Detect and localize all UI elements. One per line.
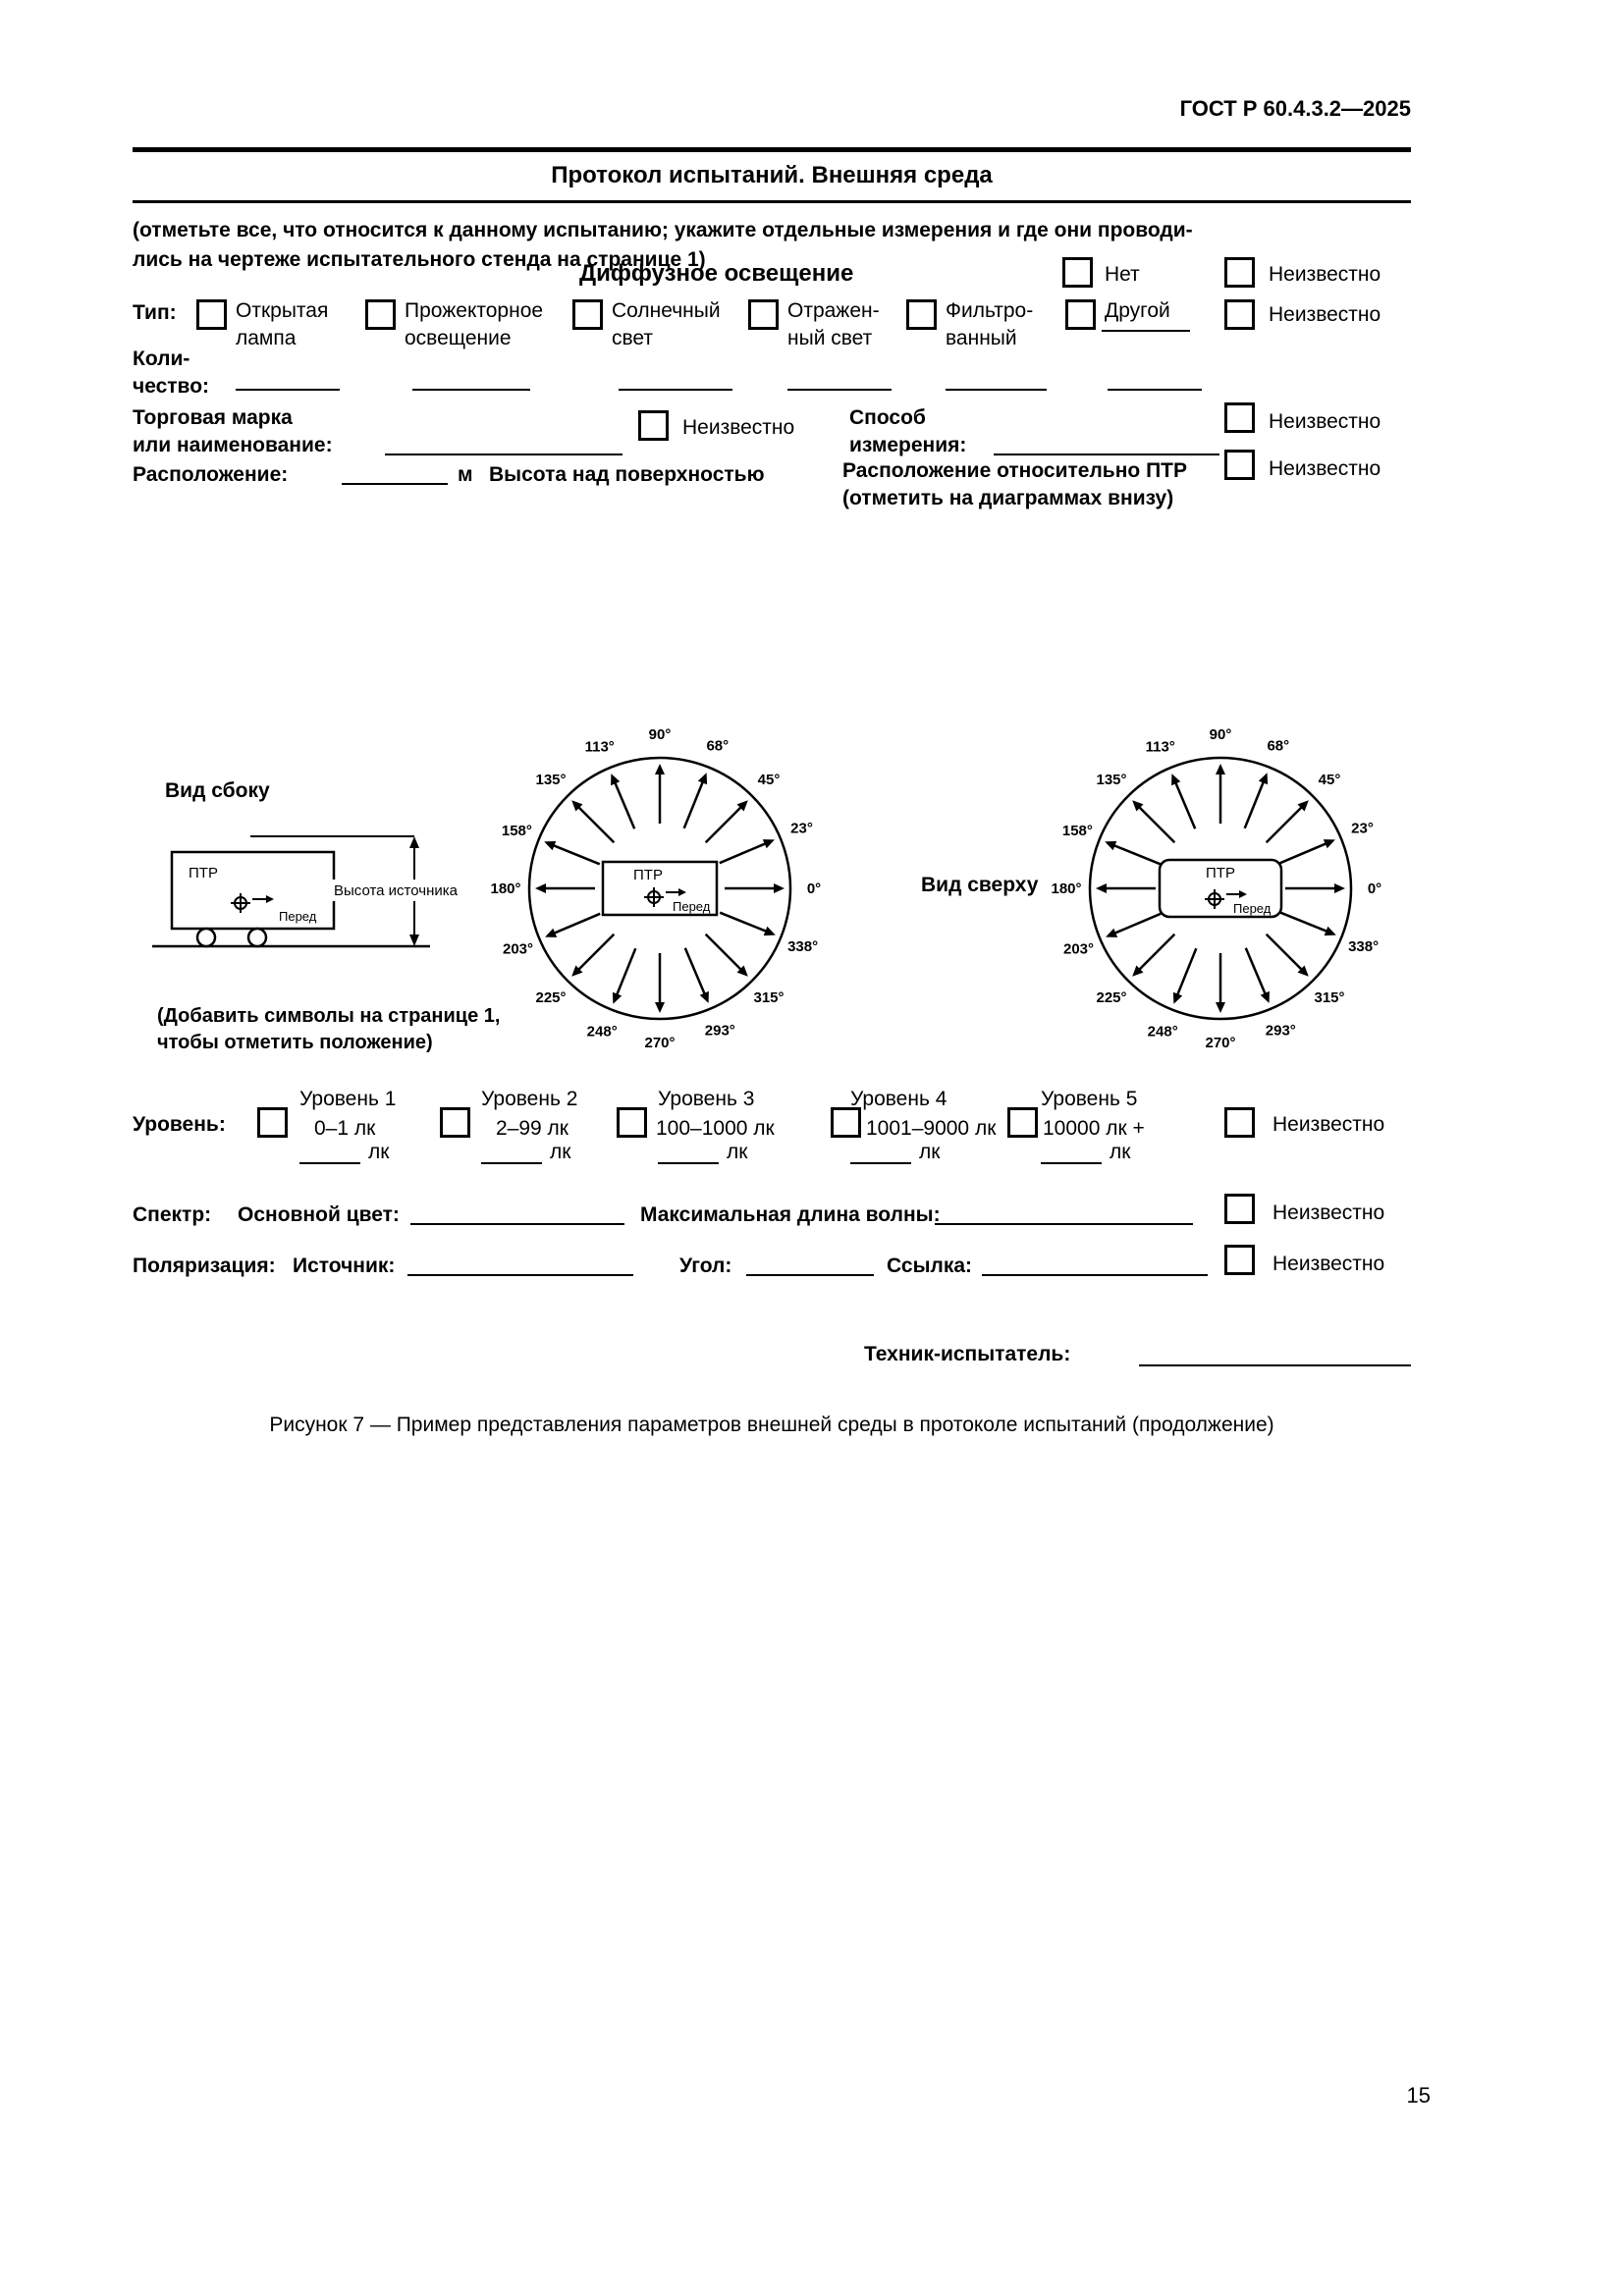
type-option-sunlight (612, 297, 721, 352)
diffuse-no-label: Нет (1105, 263, 1140, 286)
doc-number: ГОСТ Р 60.4.3.2—2025 (1179, 96, 1411, 121)
angle-label: 135° (535, 772, 567, 788)
option-line: освещение (405, 327, 512, 349)
instruction-line: (отметьте все, что относится к данному испытанию; укажите отдельные измерения и где они проводи- (133, 219, 1193, 241)
brand-label-line: Торговая марка (133, 406, 293, 429)
angle-label: 203° (1062, 940, 1095, 958)
option-line: Фильтро- (946, 299, 1034, 322)
angle-label: 248° (586, 1023, 618, 1041)
checkbox-type-other[interactable] (1065, 299, 1096, 330)
diagram-note-line: чтобы отметить положение) (157, 1032, 433, 1053)
angle-label: 90° (648, 726, 672, 743)
dial-arrow (554, 914, 600, 934)
angle-label: 225° (1096, 989, 1127, 1006)
location-unknown-label: Неизвестно (1269, 457, 1381, 480)
polarization-source-label: Источник: (293, 1255, 396, 1277)
robot-label: ПТР (189, 865, 218, 881)
spectrum-color-label: Основной цвет: (238, 1203, 400, 1226)
dial-arrowhead (655, 1002, 665, 1013)
checkbox-type-sunlight[interactable] (572, 299, 603, 330)
option-line: лампа (236, 327, 297, 349)
angle-label: 0° (806, 881, 822, 897)
level-4-unit: лк (919, 1141, 941, 1163)
angle-label: 68° (706, 737, 730, 755)
dial-arrow (1280, 913, 1326, 932)
dial-arrowhead (1096, 883, 1107, 893)
dial-arrow (1175, 782, 1195, 828)
level-unknown-label: Неизвестно (1272, 1113, 1385, 1136)
dial-arrow (1177, 948, 1196, 994)
dial-arrow (685, 948, 705, 994)
dial-arrow (684, 782, 703, 828)
orientation-diagram-side (473, 702, 846, 1075)
height-arrowhead-top (409, 836, 419, 848)
figure-caption: Рисунок 7 — Пример представления параметров внешней среды в протоколе испытаний (продолжение) (269, 1414, 1274, 1436)
level-2-measure (481, 1141, 570, 1164)
dial-arrow (1267, 807, 1302, 842)
dial-arrowhead (1216, 1002, 1225, 1013)
checkbox-location-unknown[interactable] (1224, 450, 1255, 480)
blank-brand-name[interactable] (385, 454, 623, 455)
polarization-unknown-label: Неизвестно (1272, 1253, 1385, 1275)
method-unknown-label: Неизвестно (1269, 410, 1381, 433)
checkbox-type-reflected[interactable] (748, 299, 779, 330)
location-relative-line: (отметить на диаграммах внизу) (842, 487, 1174, 509)
instruction-line: лись на чертеже испытательного стенда на странице 1) (133, 248, 706, 271)
blank-quantity-5[interactable] (946, 389, 1047, 391)
quantity-label-line: чество: (133, 375, 210, 398)
location-relative-line: Расположение относительно ПТР (842, 459, 1187, 482)
dial-arrow (554, 845, 600, 864)
blank-level-3[interactable] (658, 1143, 719, 1164)
blank-polarization-angle[interactable] (746, 1274, 874, 1276)
robot-marker (1160, 860, 1281, 917)
method-label (849, 404, 966, 459)
blank-level-2[interactable] (481, 1143, 542, 1164)
polarization-reference-label: Ссылка: (887, 1255, 973, 1277)
dial-arrow (617, 948, 635, 994)
dial-arrow (1267, 934, 1302, 970)
blank-location[interactable] (342, 483, 448, 485)
brand-label-line: или наименование: (133, 434, 333, 456)
dial-arrowhead (655, 764, 665, 774)
polarization-label: Поляризация: (133, 1255, 276, 1277)
angle-label: 45° (757, 772, 781, 788)
angle-label: 225° (535, 989, 567, 1006)
blank-quantity-2[interactable] (412, 389, 530, 391)
level-1-name: Уровень 1 (299, 1088, 397, 1110)
type-label: Тип: (133, 301, 177, 324)
quantity-label (133, 346, 209, 400)
dial-arrow (1114, 845, 1161, 864)
level-label: Уровень: (133, 1113, 226, 1136)
blank-level-1[interactable] (299, 1143, 360, 1164)
dial-arrow (615, 782, 634, 828)
dial-arrow (1139, 934, 1174, 970)
checkbox-diffuse-unknown[interactable] (1224, 257, 1255, 288)
level-4-name: Уровень 4 (850, 1088, 947, 1110)
checkbox-diffuse-no[interactable] (1062, 257, 1093, 288)
blank-technician[interactable] (1139, 1364, 1411, 1366)
blank-quantity-1[interactable] (236, 389, 340, 391)
option-line: ванный (946, 327, 1017, 349)
spectrum-wavelength-label: Максимальная длина волны: (640, 1203, 941, 1226)
angle-label: 113° (584, 738, 615, 756)
option-line: Открытая (236, 299, 329, 322)
level-2-name: Уровень 2 (481, 1088, 578, 1110)
angle-label: 293° (704, 1022, 735, 1040)
angle-label: 113° (1145, 738, 1175, 756)
level-5-measure (1041, 1141, 1130, 1164)
location-unit: м (458, 463, 473, 486)
front-label: Перед (1233, 901, 1272, 916)
blank-level-4[interactable] (850, 1143, 911, 1164)
spectrum-label: Спектр: (133, 1203, 212, 1226)
level-4-range: 1001–9000 лк (866, 1117, 997, 1140)
location-height-label: Высота над поверхностью (489, 463, 765, 486)
angle-label: 0° (1367, 881, 1382, 897)
type-option-reflected (787, 297, 880, 352)
dial-arrow (1246, 948, 1266, 994)
level-3-measure (658, 1141, 747, 1164)
checkbox-level-2[interactable] (440, 1107, 470, 1138)
front-label: Перед (673, 899, 711, 914)
spectrum-unknown-label: Неизвестно (1272, 1201, 1385, 1224)
dial-arrow (578, 934, 614, 970)
angle-label: 338° (787, 937, 819, 955)
side-view-diagram (137, 803, 511, 980)
level-1-measure (299, 1141, 389, 1164)
checkbox-level-1[interactable] (257, 1107, 288, 1138)
title-rule (133, 200, 1411, 203)
method-label-line: измерения: (849, 434, 967, 456)
angle-label: 338° (1348, 937, 1380, 955)
blank-spectrum-color[interactable] (410, 1223, 624, 1225)
location-label: Расположение: (133, 463, 289, 486)
level-5-name: Уровень 5 (1041, 1088, 1138, 1110)
checkbox-spectrum-unknown[interactable] (1224, 1194, 1255, 1224)
checkbox-brand-unknown[interactable] (638, 410, 669, 441)
blank-quantity-4[interactable] (787, 389, 892, 391)
dial-arrow (1139, 807, 1174, 842)
level-1-range: 0–1 лк (314, 1117, 376, 1140)
diagram-note-line: (Добавить символы на странице 1, (157, 1005, 501, 1027)
dial-arrow (1245, 782, 1264, 828)
angle-label: 315° (753, 989, 785, 1006)
method-label-line: Способ (849, 406, 926, 429)
technician-label: Техник-испытатель: (864, 1343, 1071, 1365)
checkbox-polarization-unknown[interactable] (1224, 1245, 1255, 1275)
angle-label: 293° (1265, 1022, 1296, 1040)
type-option-projector (405, 297, 543, 352)
angle-label: 180° (1051, 881, 1082, 897)
angle-label: 180° (490, 881, 521, 897)
blank-method[interactable] (994, 454, 1219, 455)
type-unknown-label: Неизвестно (1269, 303, 1381, 326)
dial-arrow (1280, 843, 1326, 863)
orientation-diagram-top (1034, 702, 1407, 1075)
level-5-range: 10000 лк + (1043, 1117, 1145, 1140)
level-2-range: 2–99 лк (496, 1117, 568, 1140)
blank-spectrum-wavelength[interactable] (935, 1223, 1193, 1225)
angle-label: 45° (1318, 772, 1341, 788)
checkbox-level-unknown[interactable] (1224, 1107, 1255, 1138)
option-line: свет (612, 327, 654, 349)
angle-label: 270° (644, 1035, 676, 1051)
angle-label: 23° (1351, 820, 1374, 837)
checkbox-type-open-lamp[interactable] (196, 299, 227, 330)
dial-arrow (706, 934, 741, 970)
polarization-angle-label: Угол: (679, 1255, 732, 1277)
level-4-measure (850, 1141, 940, 1164)
dial-arrow (706, 807, 741, 842)
diagram-note (157, 1003, 500, 1056)
front-label: Перед (279, 909, 317, 924)
angle-label: 23° (790, 820, 813, 837)
level-1-unit: лк (368, 1141, 390, 1163)
checkbox-level-3[interactable] (617, 1107, 647, 1138)
angle-label: 158° (501, 823, 532, 840)
angle-label: 135° (1096, 772, 1127, 788)
side-view-label: Вид сбоку (165, 779, 270, 802)
blank-quantity-3[interactable] (619, 389, 732, 391)
dial-arrow (578, 807, 614, 842)
level-3-range: 100–1000 лк (656, 1117, 775, 1140)
checkbox-level-5[interactable] (1007, 1107, 1038, 1138)
level-3-name: Уровень 3 (658, 1088, 755, 1110)
option-line: Солнечный (612, 299, 721, 322)
type-option-other: Другой (1105, 299, 1170, 322)
top-view-label: Вид сверху (921, 874, 1039, 896)
dial-arrowhead (535, 883, 546, 893)
option-line: ный свет (787, 327, 873, 349)
blank-type-other[interactable] (1102, 330, 1190, 332)
type-option-filtered (946, 297, 1033, 352)
level-2-unit: лк (550, 1141, 571, 1163)
angle-label: 158° (1061, 823, 1093, 840)
option-line: Отражен- (787, 299, 880, 322)
page-number: 15 (1406, 2083, 1431, 2108)
angle-label: 248° (1147, 1023, 1178, 1041)
header-rule (133, 147, 1411, 152)
brand-unknown-label: Неизвестно (682, 416, 795, 439)
location-relative-label (842, 457, 1187, 512)
dial-arrow (720, 913, 766, 932)
angle-label: 270° (1205, 1035, 1236, 1051)
level-3-unit: лк (727, 1141, 748, 1163)
robot-label: ПТР (1206, 865, 1235, 881)
checkbox-type-unknown[interactable] (1224, 299, 1255, 330)
brand-label (133, 404, 333, 459)
angle-label: 315° (1314, 989, 1345, 1006)
quantity-label-line: Коли- (133, 347, 190, 370)
blank-polarization-source[interactable] (407, 1274, 633, 1276)
type-option-open-lamp (236, 297, 328, 352)
checkbox-type-filtered[interactable] (906, 299, 937, 330)
option-line: Прожекторное (405, 299, 544, 322)
robot-label: ПТР (633, 867, 663, 883)
blank-polarization-reference[interactable] (982, 1274, 1208, 1276)
angle-label: 68° (1267, 737, 1290, 755)
checkbox-method-unknown[interactable] (1224, 402, 1255, 433)
angle-label: 203° (502, 940, 534, 958)
checkbox-type-projector[interactable] (365, 299, 396, 330)
wheel-icon (248, 929, 266, 946)
diffuse-unknown-label: Неизвестно (1269, 263, 1381, 286)
robot-marker (603, 862, 717, 915)
wheel-icon (197, 929, 215, 946)
blank-quantity-6[interactable] (1108, 389, 1202, 391)
source-height-label: Высота источника (334, 882, 458, 899)
section-title-diffuse: Диффузное освещение (579, 260, 854, 287)
blank-level-5[interactable] (1041, 1143, 1102, 1164)
level-5-unit: лк (1110, 1141, 1131, 1163)
dial-arrow (720, 843, 766, 863)
dial-arrowhead (774, 883, 785, 893)
dial-arrowhead (1334, 883, 1345, 893)
height-arrowhead-bottom (409, 934, 419, 946)
dial-arrow (1114, 914, 1161, 934)
page-title: Протокол испытаний. Внешняя среда (551, 162, 993, 188)
angle-label: 90° (1209, 726, 1232, 743)
dial-arrowhead (1216, 764, 1225, 774)
